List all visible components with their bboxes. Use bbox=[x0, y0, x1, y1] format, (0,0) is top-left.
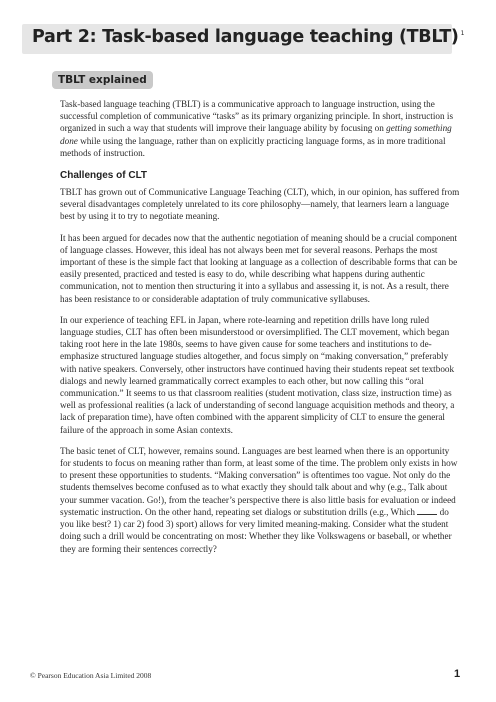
page-title bbox=[32, 27, 464, 47]
section-heading-pill bbox=[52, 71, 153, 89]
article-body bbox=[60, 98, 460, 564]
paragraph-basic-tenet bbox=[60, 445, 460, 555]
copyright-notice: © Pearson Education Asia Limited 2008 bbox=[30, 671, 152, 680]
fill-in-blank bbox=[417, 506, 437, 515]
paragraph: It has been argued for decades now that the authentic negotiation of meaning should be a crucial component of language classes. However, this ideal has not always been met for several reasons. Perhaps the most important of these is the simple fact that looking at language as a collection of describable forms that can be easily presented, practiced and tested is easy to do, while describing what happens during authentic communication, not to mention then structuring it into a syllabus and assessing it, is not. As a result, there has been resistance to or considerable adaptation of truly communicative syllabuses. bbox=[60, 232, 458, 304]
intro-text: Task-based language teaching (TBLT) is a communicative approach to language instruction, using the successful completion of communicative “tasks” as its primary organizing principle. In short, instruction is organized in such a way that students will improve their language ability by focusing on bbox=[60, 99, 454, 134]
intro-text-end: while using the language, rather than on explicitly practicing language forms, as in more traditional methods of instruction. bbox=[60, 135, 446, 158]
paragraph: In our experience of teaching EFL in Japan, where rote-learning and repetition drills have long ruled language studies, CLT has often been misunderstood or oversimplified. The CLT movement, which began taking root here in the late 1980s, seems to have given cause for some teachers and institutions to de-emphasize structured language studies altogether, and focus simply on “making conversation,” preferably with native speakers. Conversely, other instructors have continued having their students repeat set textbook dialogs and newly learned grammatically correct examples to each other, but now calling this “oral communication.” It seems to us that classroom realities (student motivation, class size, instruction time) as well as professional realities (a lack of understanding of second language acquisition methods and theory, a lack of preparation time), have often combined with the apparent simplicity of CLT to ensure the general failure of the approach in some Asian contexts. bbox=[60, 314, 455, 435]
paragraph-text: The basic tenet of CLT, however, remains sound. Languages are best learned when there is an opportunity for students to focus on meaning rather than form, at least some of the time. The problem only exists in how to present these opportunities to students. “Making conversation” is oftentimes too vague. Not only do the students themselves become confused as to what exactly they should talk about and why (e.g., Talk about your summer vacation. Go!), from the teacher’s perspective there is also little basis for evaluation or indeed systematic instruction. On the other hand, repeating set dialogs or substitution drills (e.g., Which bbox=[60, 445, 458, 517]
intro-paragraph bbox=[60, 98, 460, 159]
paragraph-text-end: do you like best? 1) car 2) food 3) sport) allows for very limited meaning-making. Consider what the student doing such a drill would be concentrating on most: Whether they like Volkswagens or baseball, or whether they are forming their sentences correctly? bbox=[60, 506, 452, 554]
intro-emphasis: getting something done bbox=[60, 123, 452, 146]
section-heading: TBLT explained bbox=[58, 74, 147, 86]
page-title-text: Part 2: Task-based language teaching (TBLT) bbox=[32, 27, 459, 47]
page-number: 1 bbox=[454, 668, 461, 680]
footnote-mark: 1 bbox=[460, 30, 465, 38]
subheading-challenges: Challenges of CLT bbox=[60, 170, 148, 182]
paragraph: TBLT has grown out of Communicative Language Teaching (CLT), which, in our opinion, has suffered from several disadvantages completely unrelated to its core philosophy—namely, that learners learn a language best by using it to try to negotiate meaning. bbox=[60, 187, 460, 222]
